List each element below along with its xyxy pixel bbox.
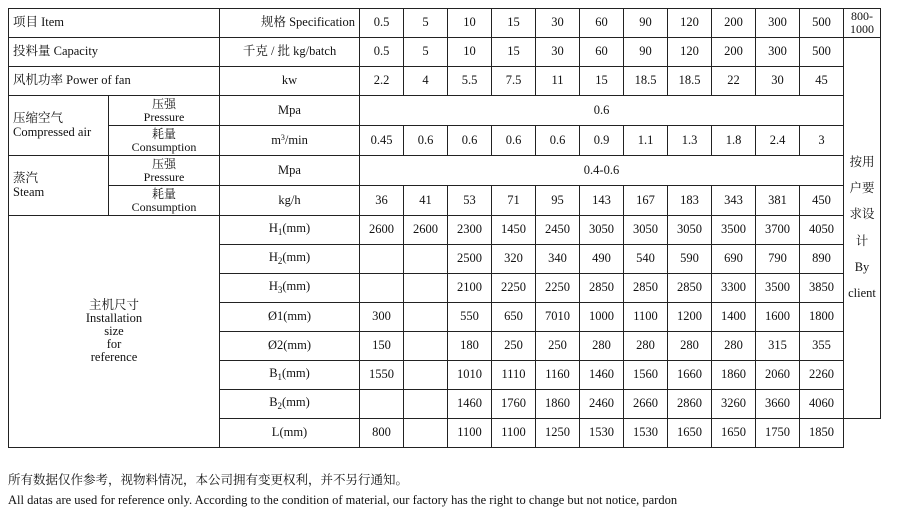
steam-pressure-label — [109, 156, 220, 186]
steam-cn: 蒸汽 — [13, 171, 39, 186]
dimension-value: 315 — [756, 332, 800, 361]
air-consumption-value: 0.6 — [404, 126, 448, 156]
specification-header: 规格 Specification — [220, 9, 360, 38]
dimension-value: 250 — [536, 332, 580, 361]
dimension-label — [220, 361, 360, 390]
dimension-value: 800 — [360, 419, 404, 448]
fan-value: 45 — [800, 67, 844, 96]
client-note-line: 户要 — [849, 181, 875, 196]
steam-label — [9, 156, 109, 216]
unit-sup: 3 — [280, 132, 285, 142]
capacity-value: 300 — [756, 38, 800, 67]
air-consumption-value: 3 — [800, 126, 844, 156]
dimension-value: 1200 — [668, 303, 712, 332]
dim-base: H — [268, 250, 278, 265]
dim-tail: (mm) — [282, 366, 310, 381]
fan-unit: kw — [220, 67, 360, 96]
dimension-value: 1460 — [580, 361, 624, 390]
dimension-value: 540 — [624, 245, 668, 274]
dim-tail: (mm) — [283, 338, 312, 353]
dimension-value: 280 — [712, 332, 756, 361]
dim-sub: 2 — [277, 256, 283, 267]
capacity-value: 90 — [624, 38, 668, 67]
air-consumption-label — [109, 126, 220, 156]
air-pressure-cn: 压强 — [152, 96, 177, 111]
air-consumption-en: Consumption — [131, 139, 197, 154]
dimension-label — [220, 245, 360, 274]
dimension-value: 4060 — [800, 390, 844, 419]
dimension-value: 2250 — [536, 274, 580, 303]
unit-tail: /min — [284, 132, 308, 147]
dimension-value: 3700 — [756, 216, 800, 245]
air-pressure-row — [9, 96, 881, 126]
steam-consumption-value: 41 — [404, 186, 448, 216]
dimension-value: 2850 — [624, 274, 668, 303]
dimension-value: 3050 — [624, 216, 668, 245]
air-pressure-value: 0.6 — [360, 96, 844, 126]
dim-tail: (mm) — [282, 279, 311, 294]
dimension-value: 1100 — [492, 419, 536, 448]
dimension-value: 1800 — [800, 303, 844, 332]
fan-value: 7.5 — [492, 67, 536, 96]
fan-row — [9, 67, 881, 96]
fan-value: 5.5 — [448, 67, 492, 96]
dimension-value: 2850 — [668, 274, 712, 303]
dimension-value: 355 — [800, 332, 844, 361]
dim-base: Ø2 — [267, 338, 284, 353]
dimension-value: 1750 — [756, 419, 800, 448]
dimension-value: 320 — [492, 245, 536, 274]
installation-line: size — [104, 323, 124, 338]
model-cell: 120 — [668, 9, 712, 38]
air-consumption-cn: 耗量 — [152, 126, 177, 141]
capacity-value: 15 — [492, 38, 536, 67]
model-cell: 15 — [492, 9, 536, 38]
dim-base: B — [269, 366, 278, 381]
model-cell: 30 — [536, 9, 580, 38]
dim-tail: (mm) — [282, 395, 310, 410]
model-cell: 60 — [580, 9, 624, 38]
steam-consumption-value: 343 — [712, 186, 756, 216]
dimension-value: 1250 — [536, 419, 580, 448]
footnote-en: All datas are used for reference only. According to the condition of material, our factory has the right to change but not notice, pardon — [8, 493, 678, 507]
dimension-value: 7010 — [536, 303, 580, 332]
air-consumption-value: 0.6 — [492, 126, 536, 156]
air-consumption-value: 0.9 — [580, 126, 624, 156]
dimension-value: 180 — [448, 332, 492, 361]
client-note-line: client — [848, 286, 876, 301]
steam-consumption-value: 143 — [580, 186, 624, 216]
steam-consumption-value: 71 — [492, 186, 536, 216]
dimension-value: 3260 — [712, 390, 756, 419]
steam-consumption-en: Consumption — [131, 199, 197, 214]
fan-value: 22 — [712, 67, 756, 96]
dimension-value: 2300 — [448, 216, 492, 245]
item-header: 项目 Item — [9, 9, 220, 38]
dimension-value: 2460 — [580, 390, 624, 419]
dimension-value: 1160 — [536, 361, 580, 390]
capacity-label: 投料量 Capacity — [9, 38, 220, 67]
dimension-value: 1760 — [492, 390, 536, 419]
dimension-value: 1650 — [712, 419, 756, 448]
capacity-value: 10 — [448, 38, 492, 67]
air-pressure-en: Pressure — [143, 109, 185, 124]
model-cell: 90 — [624, 9, 668, 38]
fan-value: 18.5 — [624, 67, 668, 96]
steam-consumption-value: 53 — [448, 186, 492, 216]
dimension-value: 280 — [580, 332, 624, 361]
dimension-label — [220, 390, 360, 419]
dimension-value: 2660 — [624, 390, 668, 419]
client-note-line: 求设 — [849, 207, 875, 222]
dimension-value: 2450 — [536, 216, 580, 245]
dim-tail: (mm) — [282, 250, 311, 265]
dimension-value — [360, 245, 404, 274]
dim-sub: 2 — [277, 401, 283, 412]
dimension-value: 3500 — [712, 216, 756, 245]
fan-value: 30 — [756, 67, 800, 96]
dimension-value: 690 — [712, 245, 756, 274]
dimension-value — [360, 274, 404, 303]
capacity-value: 0.5 — [360, 38, 404, 67]
dimension-value: 2600 — [360, 216, 404, 245]
dim-base: B — [269, 395, 278, 410]
dimension-value: 2500 — [448, 245, 492, 274]
steam-pressure-row — [9, 156, 881, 186]
client-note-line: By — [854, 259, 870, 274]
fan-value: 11 — [536, 67, 580, 96]
steam-consumption-value: 95 — [536, 186, 580, 216]
steam-en: Steam — [13, 184, 45, 199]
steam-pressure-cn: 压强 — [152, 156, 177, 171]
model-cell: 500 — [800, 9, 844, 38]
capacity-value: 200 — [712, 38, 756, 67]
dimension-value: 1400 — [712, 303, 756, 332]
dimension-value: 1550 — [360, 361, 404, 390]
fan-value: 15 — [580, 67, 624, 96]
dimension-value: 1100 — [624, 303, 668, 332]
dimension-value: 2250 — [492, 274, 536, 303]
compressed-air-cn: 压缩空气 — [13, 111, 64, 126]
dim-base: Ø1 — [267, 309, 284, 324]
steam-consumption-value: 381 — [756, 186, 800, 216]
air-consumption-value: 1.8 — [712, 126, 756, 156]
capacity-row — [9, 38, 881, 67]
steam-consumption-unit: kg/h — [220, 186, 360, 216]
dimension-value: 790 — [756, 245, 800, 274]
dimension-value: 280 — [668, 332, 712, 361]
dimension-value: 590 — [668, 245, 712, 274]
capacity-value: 500 — [800, 38, 844, 67]
dimension-value: 2260 — [800, 361, 844, 390]
capacity-value: 120 — [668, 38, 712, 67]
model-cell: 200 — [712, 9, 756, 38]
steam-consumption-value: 36 — [360, 186, 404, 216]
dimension-value — [404, 332, 448, 361]
dimension-value: 3050 — [580, 216, 624, 245]
dimension-value — [404, 245, 448, 274]
air-pressure-unit: Mpa — [220, 96, 360, 126]
dimension-value: 1660 — [668, 361, 712, 390]
model-cell: 10 — [448, 9, 492, 38]
dimension-value — [404, 361, 448, 390]
dimension-label — [220, 216, 360, 245]
dimension-value — [404, 419, 448, 448]
dim-sub: 1 — [277, 227, 283, 238]
dimension-value: 1530 — [580, 419, 624, 448]
capacity-value: 30 — [536, 38, 580, 67]
dimension-value: 1600 — [756, 303, 800, 332]
specification-table — [8, 8, 881, 448]
steam-consumption-label — [109, 186, 220, 216]
dimension-value: 1560 — [624, 361, 668, 390]
dim-base: H — [268, 279, 278, 294]
air-consumption-value: 1.3 — [668, 126, 712, 156]
dimension-value: 1860 — [712, 361, 756, 390]
dimension-value: 1650 — [668, 419, 712, 448]
dimension-value: 1010 — [448, 361, 492, 390]
steam-consumption-value: 183 — [668, 186, 712, 216]
dimension-value: 250 — [492, 332, 536, 361]
air-consumption-value: 0.6 — [536, 126, 580, 156]
client-note-line: 按用 — [849, 154, 875, 169]
air-consumption-value: 0.6 — [448, 126, 492, 156]
dimension-value: 1450 — [492, 216, 536, 245]
dimension-value — [404, 390, 448, 419]
model-cell-800-1000: 800- 1000 — [844, 9, 881, 38]
dim-sub: 1 — [277, 372, 283, 383]
compressed-air-en: Compressed air — [13, 124, 92, 139]
dimension-value — [404, 303, 448, 332]
dimension-value: 3050 — [668, 216, 712, 245]
dimension-value: 890 — [800, 245, 844, 274]
air-pressure-label — [109, 96, 220, 126]
dimension-row-h1 — [9, 216, 881, 245]
dim-tail: (mm) — [279, 425, 308, 440]
fan-label: 风机功率 Power of fan — [9, 67, 220, 96]
dimension-value: 1460 — [448, 390, 492, 419]
installation-line: Installation — [85, 310, 143, 325]
air-consumption-value: 1.1 — [624, 126, 668, 156]
dimension-value: 2850 — [580, 274, 624, 303]
capacity-value: 60 — [580, 38, 624, 67]
steam-pressure-en: Pressure — [143, 169, 185, 184]
dimension-value: 3300 — [712, 274, 756, 303]
client-note-line: 计 — [855, 233, 869, 248]
dimension-value — [360, 390, 404, 419]
model-cell: 0.5 — [360, 9, 404, 38]
steam-pressure-unit: Mpa — [220, 156, 360, 186]
dimension-value: 3660 — [756, 390, 800, 419]
dimension-label — [220, 419, 360, 448]
unit-base: m — [271, 132, 281, 147]
capacity-value: 5 — [404, 38, 448, 67]
dimension-value: 2100 — [448, 274, 492, 303]
footnote-cn: 所有数据仅作参考，视物料情况，本公司拥有变更权利，并不另行通知。 — [8, 473, 409, 487]
fan-value: 18.5 — [668, 67, 712, 96]
air-consumption-value: 0.45 — [360, 126, 404, 156]
air-consumption-unit — [220, 126, 360, 156]
dimension-value — [404, 274, 448, 303]
dimension-label — [220, 332, 360, 361]
installation-line: reference — [90, 350, 138, 365]
fan-value: 4 — [404, 67, 448, 96]
capacity-unit: 千克 / 批 kg/batch — [220, 38, 360, 67]
dim-sub: 3 — [277, 285, 283, 296]
dimension-value: 300 — [360, 303, 404, 332]
dimension-value: 2600 — [404, 216, 448, 245]
by-client-note — [844, 38, 881, 419]
steam-consumption-row — [9, 186, 881, 216]
steam-pressure-value: 0.4-0.6 — [360, 156, 844, 186]
dimension-value: 550 — [448, 303, 492, 332]
dimension-value: 340 — [536, 245, 580, 274]
dimension-value: 2860 — [668, 390, 712, 419]
dim-tail: (mm) — [282, 221, 311, 236]
dimension-value: 150 — [360, 332, 404, 361]
dimension-value: 490 — [580, 245, 624, 274]
dim-base: L — [271, 425, 280, 440]
air-consumption-row — [9, 126, 881, 156]
dimension-value: 4050 — [800, 216, 844, 245]
header-row — [9, 9, 881, 38]
dimension-value: 650 — [492, 303, 536, 332]
installation-line: 主机尺寸 — [89, 297, 140, 312]
steam-consumption-value: 167 — [624, 186, 668, 216]
dimension-value: 3850 — [800, 274, 844, 303]
dimension-label — [220, 274, 360, 303]
dimension-value: 1530 — [624, 419, 668, 448]
air-consumption-value: 2.4 — [756, 126, 800, 156]
dim-base: H — [268, 221, 278, 236]
dimension-value: 1860 — [536, 390, 580, 419]
footnotes — [8, 470, 677, 510]
dimension-value: 1850 — [800, 419, 844, 448]
steam-consumption-value: 450 — [800, 186, 844, 216]
dimension-value: 1110 — [492, 361, 536, 390]
installation-size-label — [9, 216, 220, 448]
installation-line: for — [106, 337, 122, 352]
steam-consumption-cn: 耗量 — [152, 186, 177, 201]
compressed-air-label — [9, 96, 109, 156]
dimension-value: 1100 — [448, 419, 492, 448]
dimension-value: 280 — [624, 332, 668, 361]
dimension-value: 2060 — [756, 361, 800, 390]
dimension-value: 1000 — [580, 303, 624, 332]
model-cell: 5 — [404, 9, 448, 38]
model-cell: 300 — [756, 9, 800, 38]
dimension-label — [220, 303, 360, 332]
fan-value: 2.2 — [360, 67, 404, 96]
dimension-value: 3500 — [756, 274, 800, 303]
dim-tail: (mm) — [283, 309, 312, 324]
